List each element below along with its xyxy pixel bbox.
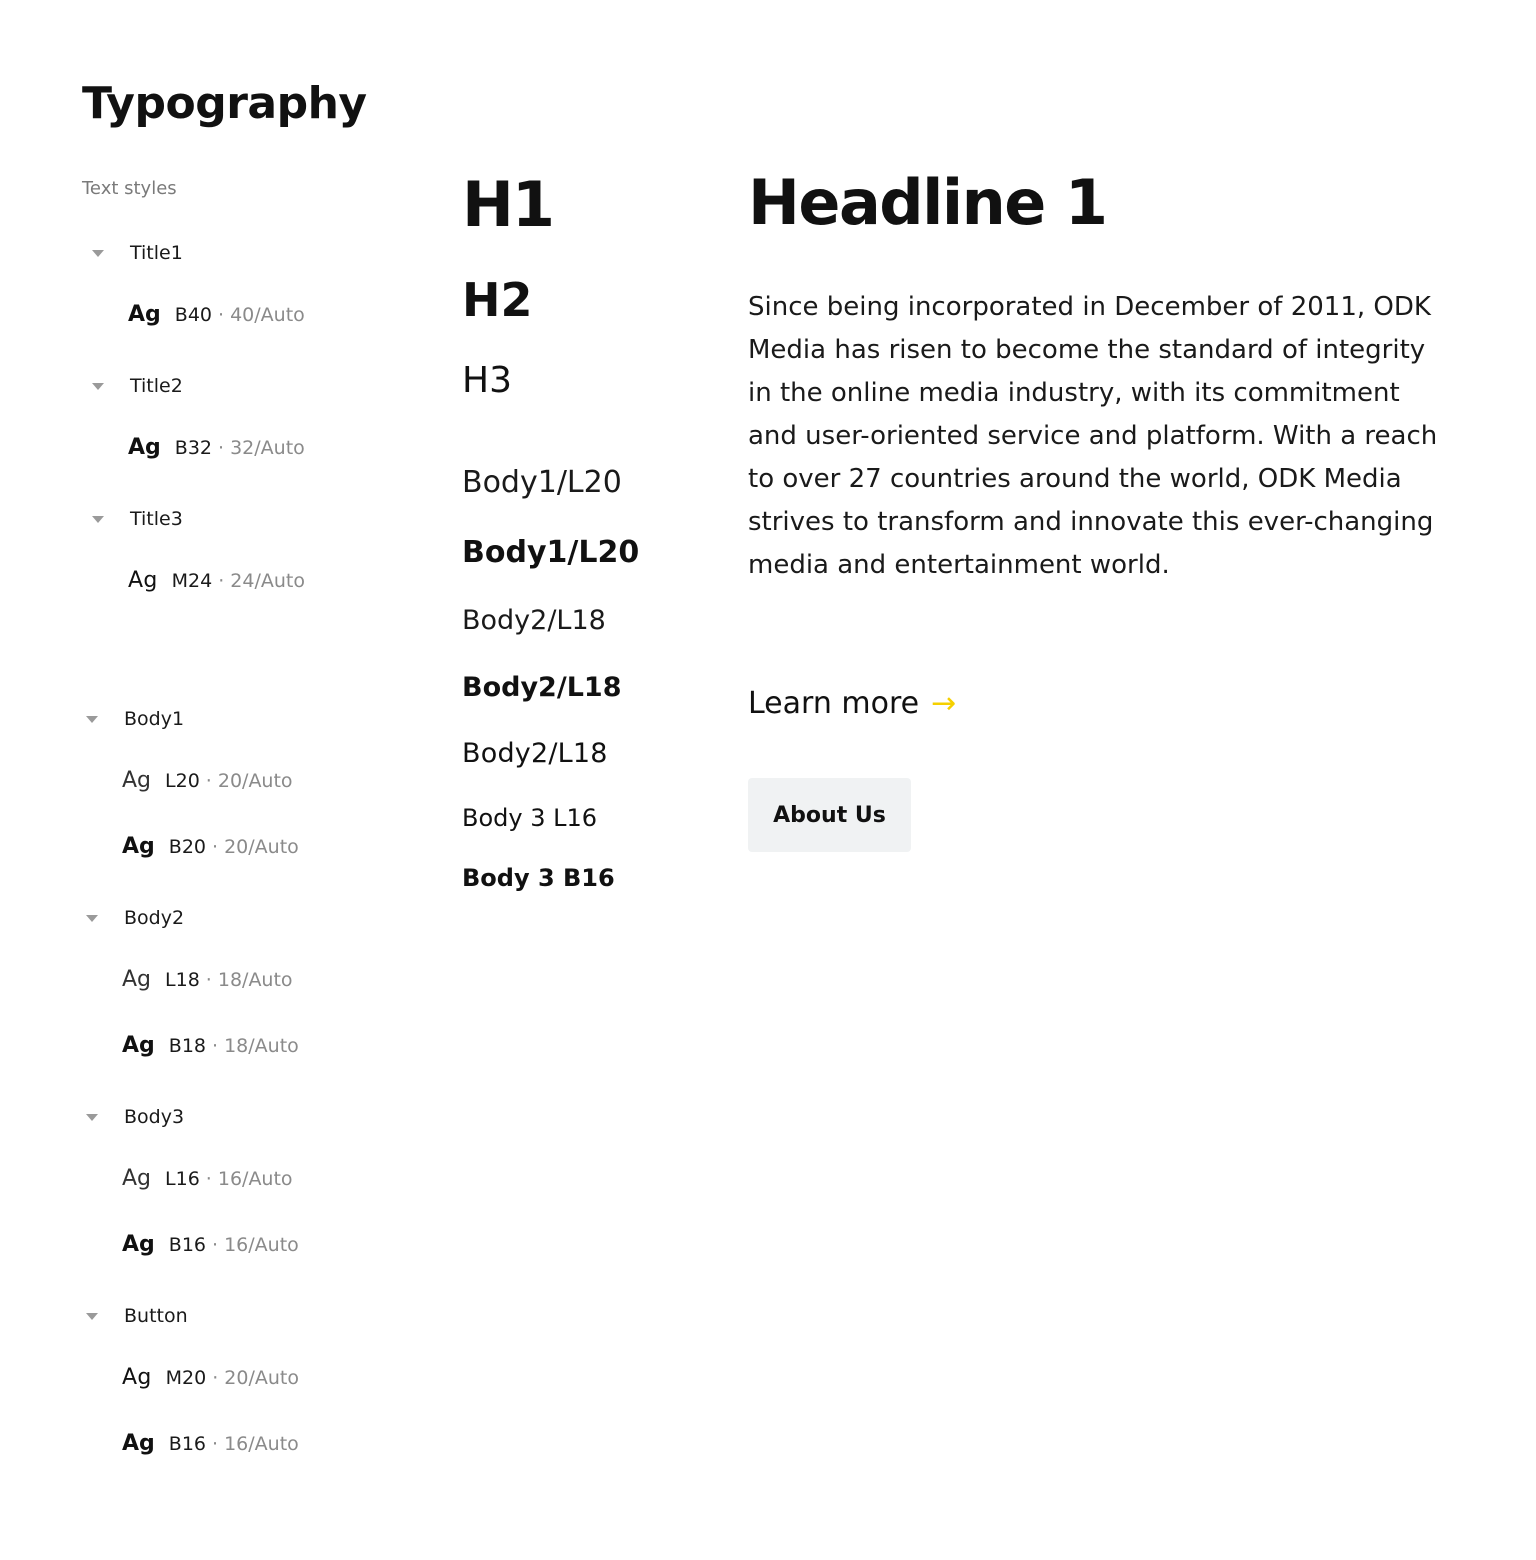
style-code: B40 [174, 304, 212, 326]
caret-down-icon[interactable] [86, 716, 98, 723]
style-sample: Ag [122, 1431, 155, 1456]
style-spec: · 16/Auto [205, 1168, 293, 1190]
style-code: L18 [165, 969, 200, 991]
style-item-b32[interactable] [128, 435, 305, 469]
style-spec: · 16/Auto [212, 1234, 299, 1256]
caret-down-icon[interactable] [86, 1313, 98, 1320]
specimen-body2-light: Body2/L18 [462, 605, 606, 636]
learn-more-label: Learn more [748, 686, 920, 721]
style-spec: · 32/Auto [218, 437, 305, 459]
style-item-b20[interactable] [122, 834, 299, 868]
style-sample: Ag [122, 1232, 155, 1257]
style-code: M24 [171, 570, 213, 592]
style-code: M20 [165, 1367, 207, 1389]
caret-down-icon[interactable] [92, 383, 104, 390]
style-item-l20[interactable] [122, 768, 293, 802]
style-spec: · 18/Auto [205, 969, 293, 991]
style-sample: Ag [128, 435, 161, 460]
style-sample: Ag [122, 1166, 152, 1191]
group-label: Title3 [130, 508, 183, 530]
caret-down-icon[interactable] [92, 250, 104, 257]
style-item-m20[interactable] [122, 1365, 299, 1399]
style-item-b40[interactable] [128, 302, 305, 336]
style-spec: · 24/Auto [218, 570, 305, 592]
specimen-body3-bold: Body 3 B16 [462, 864, 615, 892]
style-code: B16 [168, 1234, 206, 1256]
preview-headline: Headline 1 [748, 166, 1107, 239]
specimen-body1-light: Body1/L20 [462, 465, 622, 500]
style-group-body2[interactable] [86, 903, 184, 933]
style-item-button-b16[interactable] [122, 1431, 299, 1465]
style-sample: Ag [122, 1033, 155, 1058]
style-item-m24[interactable] [128, 568, 305, 602]
preview-paragraph: Since being incorporated in December of 2011, ODK Media has risen to become the standard of integrity in the online media industry, with its commitment and user-oriented service and platform. With a reach to over 27 countries around the world, ODK Media strives to transform and innovate this ever-changing media and entertainment world. [748, 292, 1438, 580]
specimen-h3: H3 [462, 360, 512, 401]
group-label: Title1 [130, 242, 183, 264]
style-item-l16[interactable] [122, 1166, 293, 1200]
about-us-button[interactable]: About Us [748, 778, 911, 852]
caret-down-icon[interactable] [86, 915, 98, 922]
specimen-body2-medium: Body2/L18 [462, 738, 608, 769]
arrow-right-icon: → [931, 686, 957, 721]
caret-down-icon[interactable] [86, 1114, 98, 1121]
style-sample: Ag [122, 1365, 152, 1390]
section-label-text-styles: Text styles [82, 178, 177, 199]
group-label: Body2 [124, 907, 185, 929]
style-code: B20 [168, 836, 206, 858]
caret-down-icon[interactable] [92, 516, 104, 523]
group-label: Body1 [124, 708, 185, 730]
style-group-title1[interactable] [92, 238, 183, 268]
style-sample: Ag [122, 834, 155, 859]
style-item-l18[interactable] [122, 967, 293, 1001]
style-code: L20 [165, 770, 200, 792]
style-spec: · 20/Auto [212, 1367, 299, 1389]
group-label: Title2 [130, 375, 183, 397]
style-item-b18[interactable] [122, 1033, 299, 1067]
specimen-h2: H2 [462, 273, 533, 327]
style-sample: Ag [128, 568, 158, 593]
style-sample: Ag [128, 302, 161, 327]
specimen-body3-light: Body 3 L16 [462, 804, 598, 832]
style-sample: Ag [122, 967, 152, 992]
group-label: Button [124, 1305, 188, 1327]
style-group-body1[interactable] [86, 704, 184, 734]
learn-more-link[interactable] [748, 684, 956, 724]
specimen-body1-bold: Body1/L20 [462, 535, 640, 570]
style-sample: Ag [122, 768, 152, 793]
group-label: Body3 [124, 1106, 185, 1128]
style-item-b16[interactable] [122, 1232, 299, 1266]
style-group-title2[interactable] [92, 371, 183, 401]
style-spec: · 20/Auto [205, 770, 293, 792]
style-spec: · 40/Auto [218, 304, 305, 326]
style-code: B18 [168, 1035, 206, 1057]
style-code: B16 [168, 1433, 206, 1455]
style-code: B32 [174, 437, 212, 459]
style-group-body3[interactable] [86, 1102, 184, 1132]
page-title: Typography [82, 78, 367, 129]
style-group-title3[interactable] [92, 504, 183, 534]
style-code: L16 [165, 1168, 200, 1190]
specimen-body2-bold: Body2/L18 [462, 672, 622, 703]
style-spec: · 20/Auto [212, 836, 299, 858]
specimen-h1: H1 [462, 168, 554, 241]
style-spec: · 16/Auto [212, 1433, 299, 1455]
style-spec: · 18/Auto [212, 1035, 299, 1057]
style-group-button[interactable] [86, 1301, 188, 1331]
